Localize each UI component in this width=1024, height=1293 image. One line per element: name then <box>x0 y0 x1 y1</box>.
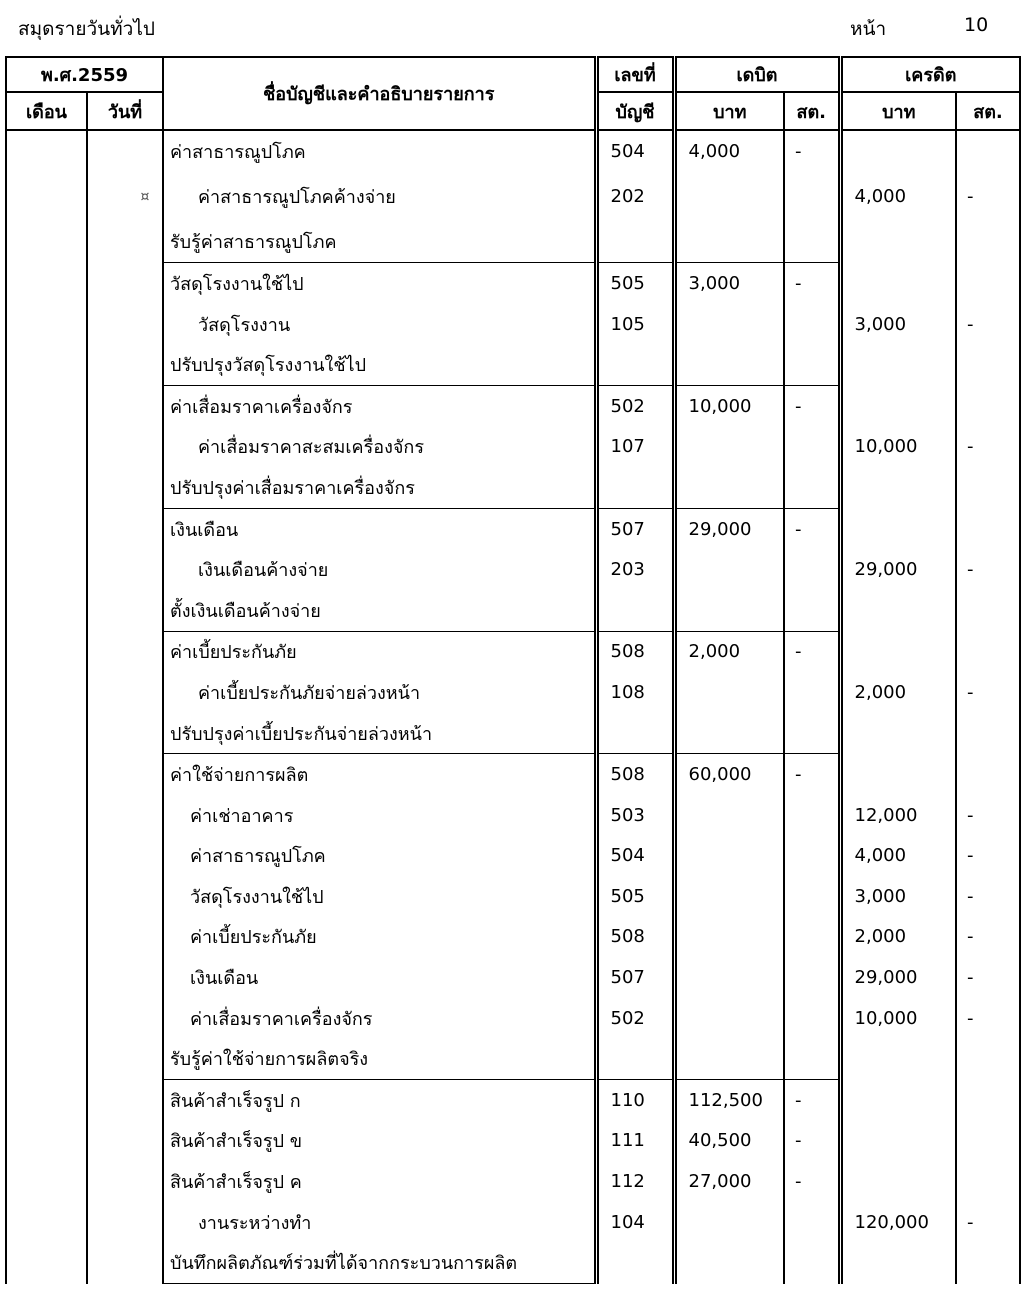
day-cell <box>87 549 163 590</box>
journal-row <box>6 222 1020 263</box>
credit-baht: 2,000 <box>840 672 956 713</box>
day-cell <box>87 427 163 468</box>
day-cell <box>87 1242 163 1283</box>
account-number: 505 <box>596 876 674 917</box>
debit-baht <box>674 1242 784 1283</box>
month-cell <box>6 876 87 917</box>
debit-baht: 29,000 <box>674 508 784 549</box>
debit-baht <box>674 957 784 998</box>
credit-satang <box>956 1080 1020 1121</box>
credit-baht: 4,000 <box>840 836 956 877</box>
credit-baht <box>840 222 956 263</box>
journal-row <box>6 263 1020 304</box>
month-cell <box>6 427 87 468</box>
account-description: สินค้าสำเร็จรูป ข <box>163 1121 596 1162</box>
debit-satang <box>784 172 840 222</box>
journal-row <box>6 1038 1020 1079</box>
debit-header: เดบิต <box>674 57 840 92</box>
credit-baht: 4,000 <box>840 172 956 222</box>
debit-satang: - <box>784 130 840 172</box>
account-description: ค่าเบี้ยประกันภัยจ่ายล่วงหน้า <box>163 672 596 713</box>
account-number <box>596 467 674 508</box>
journal-title: สมุดรายวันทั่วไป <box>18 18 155 40</box>
day-cell <box>87 998 163 1039</box>
debit-satang: - <box>784 631 840 672</box>
credit-baht <box>840 631 956 672</box>
account-number: 503 <box>596 795 674 836</box>
account-number: 108 <box>596 672 674 713</box>
day-cell <box>87 590 163 631</box>
debit-satang <box>784 1038 840 1079</box>
account-description: ค่าเช่าอาคาร <box>163 795 596 836</box>
debit-satang: - <box>784 1161 840 1202</box>
debit-satang <box>784 1242 840 1283</box>
account-description: ค่าเสื่อมราคาสะสมเครื่องจักร <box>163 427 596 468</box>
month-cell <box>6 713 87 754</box>
credit-baht <box>840 263 956 304</box>
journal-row <box>6 590 1020 631</box>
credit-baht-header: บาท <box>840 92 956 130</box>
credit-baht <box>840 1121 956 1162</box>
month-cell <box>6 1080 87 1121</box>
month-cell <box>6 549 87 590</box>
account-number: 504 <box>596 130 674 172</box>
debit-satang: - <box>784 754 840 795</box>
credit-satang <box>956 508 1020 549</box>
month-cell <box>6 957 87 998</box>
debit-baht: 10,000 <box>674 385 784 426</box>
debit-satang: - <box>784 385 840 426</box>
account-description: ค่าเบี้ยประกันภัย <box>163 631 596 672</box>
debit-satang <box>784 1202 840 1243</box>
journal-row <box>6 172 1020 222</box>
credit-baht <box>840 1038 956 1079</box>
debit-satang-header: สต. <box>784 92 840 130</box>
day-cell <box>87 672 163 713</box>
account-description: เงินเดือน <box>163 957 596 998</box>
day-cell <box>87 713 163 754</box>
credit-baht: 2,000 <box>840 917 956 958</box>
day-cell <box>87 1161 163 1202</box>
day-cell <box>87 1080 163 1121</box>
debit-baht <box>674 304 784 345</box>
month-cell <box>6 795 87 836</box>
credit-satang <box>956 754 1020 795</box>
credit-satang: - <box>956 427 1020 468</box>
credit-satang-header: สต. <box>956 92 1020 130</box>
month-cell <box>6 1202 87 1243</box>
credit-baht <box>840 1161 956 1202</box>
journal-row <box>6 957 1020 998</box>
journal-row <box>6 549 1020 590</box>
journal-row <box>6 998 1020 1039</box>
month-cell <box>6 917 87 958</box>
page-number: 10 <box>964 14 989 36</box>
debit-baht: 2,000 <box>674 631 784 672</box>
credit-baht: 29,000 <box>840 549 956 590</box>
day-cell <box>87 957 163 998</box>
debit-baht <box>674 795 784 836</box>
day-cell: ¤ <box>87 172 163 222</box>
credit-satang <box>956 631 1020 672</box>
credit-satang <box>956 222 1020 263</box>
account-number: 504 <box>596 836 674 877</box>
debit-baht <box>674 427 784 468</box>
credit-baht <box>840 344 956 385</box>
day-header: วันที่ <box>87 92 163 130</box>
debit-baht <box>674 876 784 917</box>
account-number: 111 <box>596 1121 674 1162</box>
day-cell <box>87 795 163 836</box>
month-cell <box>6 590 87 631</box>
account-number: 502 <box>596 385 674 426</box>
debit-baht: 27,000 <box>674 1161 784 1202</box>
debit-baht <box>674 713 784 754</box>
account-description: สินค้าสำเร็จรูป ค <box>163 1161 596 1202</box>
debit-satang: - <box>784 263 840 304</box>
account-number: 105 <box>596 304 674 345</box>
credit-satang: - <box>956 795 1020 836</box>
debit-satang <box>784 549 840 590</box>
credit-satang <box>956 590 1020 631</box>
credit-satang <box>956 1242 1020 1283</box>
day-cell <box>87 1202 163 1243</box>
account-description: ค่าสาธารณูปโภค <box>163 836 596 877</box>
journal-row <box>6 1161 1020 1202</box>
account-number: 107 <box>596 427 674 468</box>
debit-baht <box>674 467 784 508</box>
month-cell <box>6 998 87 1039</box>
account-description: บันทึกผลิตภัณฑ์ร่วมที่ได้จากกระบวนการผลิต <box>163 1242 596 1283</box>
credit-baht: 3,000 <box>840 304 956 345</box>
account-number: 104 <box>596 1202 674 1243</box>
journal-row <box>6 344 1020 385</box>
account-number: 507 <box>596 957 674 998</box>
account-number: 507 <box>596 508 674 549</box>
credit-satang: - <box>956 957 1020 998</box>
debit-baht <box>674 222 784 263</box>
description-header: ชื่อบัญชีและคำอธิบายรายการ <box>163 57 596 130</box>
year-header: พ.ศ.2559 <box>6 57 163 92</box>
credit-baht: 3,000 <box>840 876 956 917</box>
day-cell <box>87 1121 163 1162</box>
account-number <box>596 713 674 754</box>
credit-baht: 10,000 <box>840 427 956 468</box>
journal-row <box>6 1121 1020 1162</box>
day-cell <box>87 222 163 263</box>
account-description: เงินเดือน <box>163 508 596 549</box>
account-description: เงินเดือนค้างจ่าย <box>163 549 596 590</box>
month-cell <box>6 130 87 172</box>
credit-baht: 12,000 <box>840 795 956 836</box>
account-number: 508 <box>596 631 674 672</box>
day-cell <box>87 1038 163 1079</box>
account-number <box>596 222 674 263</box>
debit-satang <box>784 917 840 958</box>
debit-satang <box>784 222 840 263</box>
account-description: ปรับปรุงค่าเบี้ยประกันจ่ายล่วงหน้า <box>163 713 596 754</box>
debit-baht <box>674 672 784 713</box>
credit-baht <box>840 1080 956 1121</box>
account-number <box>596 590 674 631</box>
journal-row <box>6 754 1020 795</box>
credit-header: เครดิต <box>840 57 1020 92</box>
account-number: 508 <box>596 917 674 958</box>
day-cell <box>87 508 163 549</box>
credit-satang <box>956 263 1020 304</box>
debit-baht: 3,000 <box>674 263 784 304</box>
credit-satang: - <box>956 998 1020 1039</box>
journal-row <box>6 467 1020 508</box>
account-number: 203 <box>596 549 674 590</box>
account-description: สินค้าสำเร็จรูป ก <box>163 1080 596 1121</box>
account-number <box>596 1242 674 1283</box>
credit-satang <box>956 1038 1020 1079</box>
credit-baht <box>840 385 956 426</box>
month-cell <box>6 754 87 795</box>
journal-row <box>6 1080 1020 1121</box>
debit-satang: - <box>784 1080 840 1121</box>
debit-baht <box>674 172 784 222</box>
credit-baht <box>840 508 956 549</box>
debit-satang: - <box>784 508 840 549</box>
debit-satang <box>784 876 840 917</box>
debit-baht <box>674 836 784 877</box>
month-cell <box>6 304 87 345</box>
month-cell <box>6 222 87 263</box>
account-number: 505 <box>596 263 674 304</box>
journal-row <box>6 917 1020 958</box>
account-description: วัสดุโรงงานใช้ไป <box>163 876 596 917</box>
debit-baht <box>674 549 784 590</box>
day-cell <box>87 876 163 917</box>
account-description: ปรับปรุงวัสดุโรงงานใช้ไป <box>163 344 596 385</box>
debit-baht <box>674 1038 784 1079</box>
journal-row <box>6 631 1020 672</box>
month-cell <box>6 344 87 385</box>
credit-satang: - <box>956 172 1020 222</box>
page-label: หน้า <box>850 18 887 40</box>
debit-baht <box>674 998 784 1039</box>
credit-baht: 120,000 <box>840 1202 956 1243</box>
debit-satang <box>784 304 840 345</box>
debit-baht-header: บาท <box>674 92 784 130</box>
credit-baht: 29,000 <box>840 957 956 998</box>
journal-body <box>6 130 1020 1284</box>
credit-baht <box>840 713 956 754</box>
month-cell <box>6 467 87 508</box>
month-cell <box>6 631 87 672</box>
journal-row <box>6 130 1020 172</box>
account-description: ค่าเสื่อมราคาเครื่องจักร <box>163 998 596 1039</box>
day-cell <box>87 263 163 304</box>
account-number <box>596 344 674 385</box>
account-number: 202 <box>596 172 674 222</box>
account-description: ค่าเสื่อมราคาเครื่องจักร <box>163 385 596 426</box>
month-cell <box>6 1242 87 1283</box>
account-description: รับรู้ค่าใช้จ่ายการผลิตจริง <box>163 1038 596 1079</box>
debit-baht: 4,000 <box>674 130 784 172</box>
day-cell <box>87 385 163 426</box>
credit-satang <box>956 1161 1020 1202</box>
credit-satang: - <box>956 304 1020 345</box>
account-no-header-line1: เลขที่ <box>596 57 674 92</box>
credit-satang <box>956 385 1020 426</box>
account-number: 110 <box>596 1080 674 1121</box>
credit-baht <box>840 467 956 508</box>
month-cell <box>6 172 87 222</box>
day-cell <box>87 130 163 172</box>
day-cell <box>87 917 163 958</box>
credit-satang <box>956 467 1020 508</box>
account-description: ค่าสาธารณูปโภคค้างจ่าย <box>163 172 596 222</box>
account-no-header-line2: บัญชี <box>596 92 674 130</box>
debit-satang <box>784 713 840 754</box>
debit-baht: 60,000 <box>674 754 784 795</box>
account-description: รับรู้ค่าสาธารณูปโภค <box>163 222 596 263</box>
account-number: 502 <box>596 998 674 1039</box>
account-description: ค่าสาธารณูปโภค <box>163 130 596 172</box>
debit-satang <box>784 998 840 1039</box>
journal-row <box>6 508 1020 549</box>
journal-row <box>6 1202 1020 1243</box>
account-description: ปรับปรุงค่าเสื่อมราคาเครื่องจักร <box>163 467 596 508</box>
credit-satang: - <box>956 836 1020 877</box>
day-cell <box>87 304 163 345</box>
credit-satang <box>956 713 1020 754</box>
credit-baht <box>840 590 956 631</box>
credit-satang <box>956 1121 1020 1162</box>
debit-satang <box>784 836 840 877</box>
credit-satang: - <box>956 1202 1020 1243</box>
journal-row <box>6 876 1020 917</box>
journal-row <box>6 836 1020 877</box>
journal-row <box>6 672 1020 713</box>
account-description: วัสดุโรงงาน <box>163 304 596 345</box>
month-header: เดือน <box>6 92 87 130</box>
account-description: วัสดุโรงงานใช้ไป <box>163 263 596 304</box>
debit-satang <box>784 344 840 385</box>
debit-baht <box>674 590 784 631</box>
debit-satang <box>784 590 840 631</box>
debit-satang <box>784 427 840 468</box>
credit-baht <box>840 1242 956 1283</box>
month-cell <box>6 1161 87 1202</box>
account-description: ค่าเบี้ยประกันภัย <box>163 917 596 958</box>
debit-satang: - <box>784 1121 840 1162</box>
account-number: 112 <box>596 1161 674 1202</box>
day-cell <box>87 344 163 385</box>
credit-baht: 10,000 <box>840 998 956 1039</box>
journal-row <box>6 1242 1020 1283</box>
journal-row <box>6 304 1020 345</box>
month-cell <box>6 1121 87 1162</box>
day-cell <box>87 631 163 672</box>
credit-baht <box>840 754 956 795</box>
journal-row <box>6 795 1020 836</box>
debit-satang <box>784 672 840 713</box>
journal-row <box>6 427 1020 468</box>
debit-satang <box>784 957 840 998</box>
account-number: 508 <box>596 754 674 795</box>
month-cell <box>6 508 87 549</box>
journal-table <box>5 56 1021 1284</box>
month-cell <box>6 385 87 426</box>
day-cell <box>87 467 163 508</box>
account-number <box>596 1038 674 1079</box>
debit-baht: 40,500 <box>674 1121 784 1162</box>
credit-baht <box>840 130 956 172</box>
debit-satang <box>784 467 840 508</box>
day-cell <box>87 754 163 795</box>
credit-satang <box>956 130 1020 172</box>
credit-satang: - <box>956 549 1020 590</box>
credit-satang: - <box>956 917 1020 958</box>
debit-baht <box>674 344 784 385</box>
debit-baht <box>674 917 784 958</box>
journal-row <box>6 713 1020 754</box>
account-description: งานระหว่างทำ <box>163 1202 596 1243</box>
debit-baht: 112,500 <box>674 1080 784 1121</box>
credit-satang <box>956 344 1020 385</box>
debit-satang <box>784 795 840 836</box>
month-cell <box>6 672 87 713</box>
day-cell <box>87 836 163 877</box>
credit-satang: - <box>956 672 1020 713</box>
month-cell <box>6 263 87 304</box>
account-description: ค่าใช้จ่ายการผลิต <box>163 754 596 795</box>
journal-row <box>6 385 1020 426</box>
account-description: ตั้งเงินเดือนค้างจ่าย <box>163 590 596 631</box>
month-cell <box>6 1038 87 1079</box>
debit-baht <box>674 1202 784 1243</box>
month-cell <box>6 836 87 877</box>
credit-satang: - <box>956 876 1020 917</box>
